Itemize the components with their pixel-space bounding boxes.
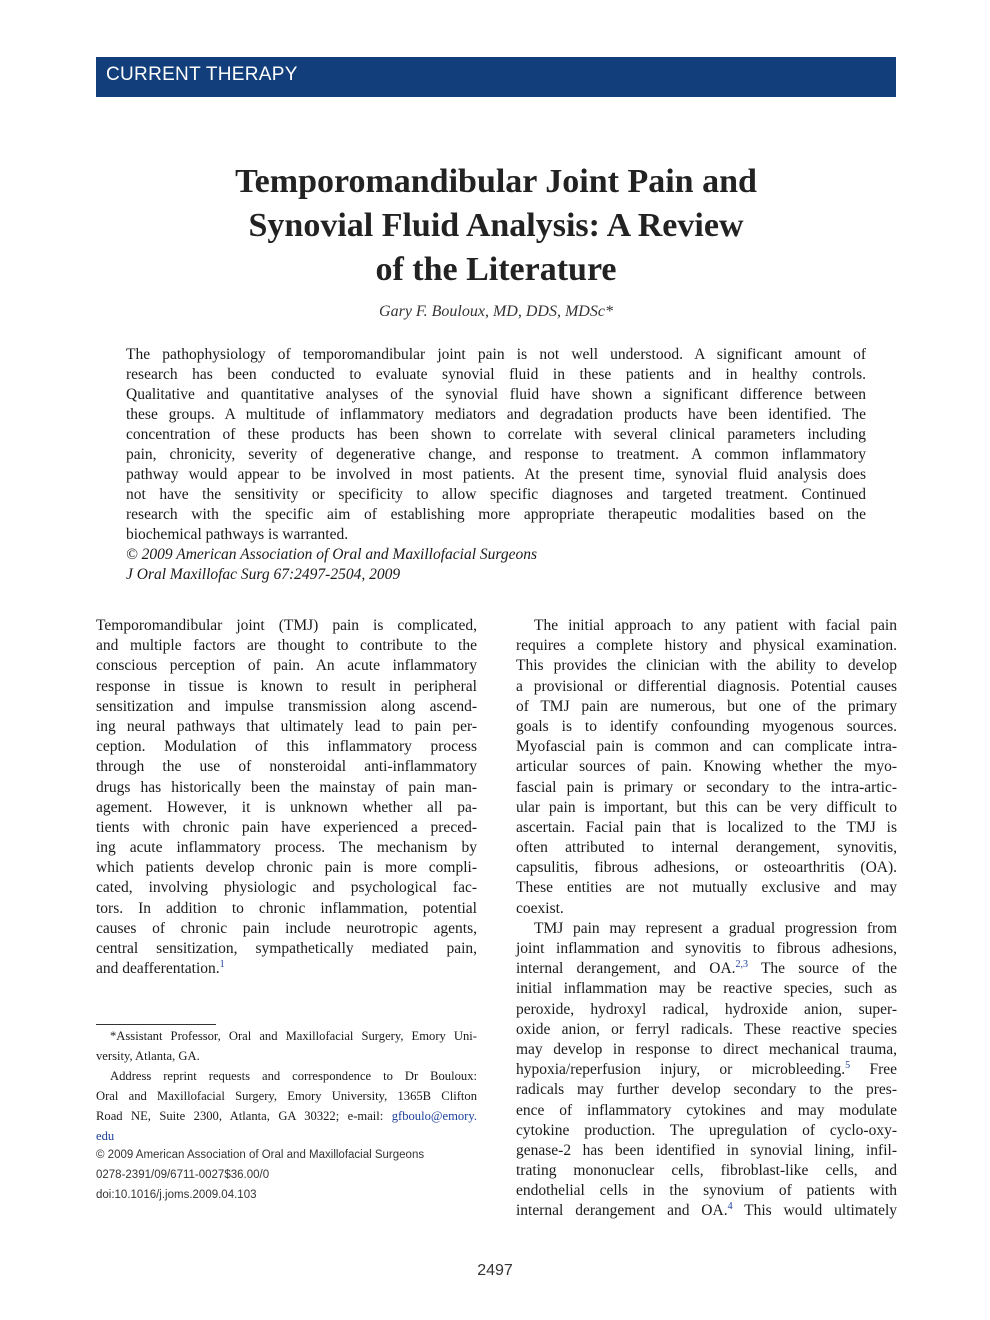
body-line: central sensitization, sympathetically mediated pain,: [96, 940, 477, 957]
body-column-left: [96, 616, 477, 979]
body-line: through the use of nonsteroidal anti-inflammatory: [96, 758, 477, 776]
footnote-line: [96, 1106, 477, 1126]
abstract-line: biochemical pathways is warranted.: [126, 526, 349, 543]
section-banner-label: CURRENT THERAPY: [106, 64, 298, 85]
body-text: internal derangement, and OA.: [516, 960, 736, 978]
body-line: cytokine production. The upregulation of cyclo-oxy-: [516, 1121, 897, 1139]
body-line: causes of chronic pain include neurotropic agents,: [96, 919, 477, 937]
body-line: requires a complete history and physical examination.: [516, 637, 897, 655]
body-line: capsulitis, fibrous adhesions, or osteoarthritis (OA).: [516, 859, 897, 877]
body-line: articular sources of pain. Knowing whether the myo-: [516, 758, 897, 776]
body-line: [96, 959, 477, 979]
reference-link[interactable]: 2,3: [735, 959, 749, 971]
body-line: ence of inflammatory cytokines and may modulate: [516, 1101, 897, 1119]
footnote-address: [96, 1066, 477, 1146]
body-text: Free: [850, 1061, 898, 1079]
page-number: 2497: [477, 1262, 513, 1279]
body-line: tients with chronic pain have experienced a preced-: [96, 818, 477, 836]
abstract-line: these groups. A multitude of inflammatory mediators and degradation products have been identified. The: [126, 406, 866, 423]
body-line: often attributed to internal derangement, synovitis,: [516, 839, 897, 857]
abstract-line: research with the specific aim of establishing more appropriate therapeutic modalities based on the: [126, 506, 866, 523]
email-link[interactable]: gfboulo@emory.: [391, 1109, 477, 1123]
abstract-line: Qualitative and quantitative analyses of the synovial fluid have shown a significant difference between: [126, 386, 866, 403]
body-line: trating mononuclear cells, fibroblast-like cells, and: [516, 1162, 897, 1180]
reference-link[interactable]: 1: [219, 959, 225, 971]
body-line: [516, 1201, 897, 1221]
article-title: [96, 160, 896, 292]
reference-link[interactable]: 4: [727, 1201, 733, 1213]
body-line: fascial pain is primary or secondary to the intra-artic-: [516, 778, 897, 796]
body-line: coexist.: [516, 899, 564, 917]
title-line: of the Literature: [375, 251, 617, 288]
body-line: This provides the clinician with the ability to develop: [516, 657, 897, 675]
body-line: [516, 959, 897, 979]
body-line: may develop in response to direct mechanical trauma,: [516, 1040, 897, 1058]
body-line: tors. In addition to chronic inflammation, potential: [96, 899, 477, 917]
body-line: sensitization and impulse transmission along ascend-: [96, 697, 477, 715]
footnote-issn: 0278-2391/09/6711-0027$36.00/0: [96, 1169, 270, 1181]
footnote-line: versity, Atlanta, GA.: [96, 1049, 200, 1063]
publication-info: [96, 1145, 477, 1205]
abstract-line: pain, chronicity, severity of degenerative change, and response to treatment. A common inflammatory: [126, 446, 866, 463]
body-text: The source of the: [748, 960, 897, 978]
footnote-divider: [96, 1024, 216, 1025]
body-line: ing neural pathways that ultimately lead to pain per-: [96, 717, 477, 735]
footnote-text: Road NE, Suite 2300, Atlanta, GA 30322; e-mail:: [96, 1109, 392, 1123]
body-line: [516, 1060, 897, 1080]
abstract-line: The pathophysiology of temporomandibular joint pain is not well understood. A significant amount of: [126, 346, 866, 363]
body-line: agement. However, it is unknown whether all pa-: [96, 798, 477, 816]
body-line: initial inflammation may be reactive species, such as: [516, 980, 897, 998]
body-text: internal derangement and OA.: [516, 1202, 728, 1220]
body-text: and deafferentation.: [96, 960, 220, 978]
body-line: endothelial cells in the synovium of patients with: [516, 1182, 897, 1200]
body-line: The initial approach to any patient with facial pain: [534, 617, 897, 634]
body-text: This would ultimately: [732, 1202, 897, 1220]
footnote-doi: doi:10.1016/j.joms.2009.04.103: [96, 1189, 257, 1201]
body-line: which patients develop chronic pain is more compli-: [96, 859, 477, 877]
body-line: TMJ pain may represent a gradual progression from: [534, 919, 897, 937]
body-line: response in tissue is known to result in peripheral: [96, 677, 477, 695]
body-column-right: [516, 616, 897, 1222]
footnote-line: Address reprint requests and correspondence to Dr Bouloux:: [110, 1069, 477, 1083]
body-line: goals is to identify confounding myogenous sources.: [516, 717, 897, 735]
section-banner: [96, 57, 896, 97]
abstract: [126, 345, 866, 585]
abstract-copyright: © 2009 American Association of Oral and Maxillofacial Surgeons: [126, 546, 538, 563]
footnote-line: *Assistant Professor, Oral and Maxillofacial Surgery, Emory Uni-: [110, 1029, 477, 1043]
body-line: drugs has historically been the mainstay of pain man-: [96, 778, 477, 796]
reference-link[interactable]: 5: [845, 1060, 851, 1072]
body-text: hypoxia/reperfusion injury, or microbleeding.: [516, 1061, 846, 1079]
body-line: These entities are not mutually exclusive and may: [516, 879, 897, 897]
abstract-line: research has been conducted to evaluate synovial fluid in these patients and in healthy controls.: [126, 366, 866, 383]
footnote-copyright: © 2009 American Association of Oral and Maxillofacial Surgeons: [96, 1149, 425, 1161]
abstract-citation: J Oral Maxillofac Surg 67:2497-2504, 2009: [126, 566, 401, 583]
body-line: conscious perception of pain. An acute inflammatory: [96, 657, 477, 675]
body-line: ing acute inflammatory process. The mechanism by: [96, 839, 477, 857]
footnote-line: [96, 1126, 477, 1146]
title-line: Synovial Fluid Analysis: A Review: [248, 207, 744, 244]
body-line: ception. Modulation of this inflammatory process: [96, 738, 477, 756]
body-line: Myofascial pain is common and can complicate intra-: [516, 738, 897, 756]
body-line: joint inflammation and synovitis to fibrous adhesions,: [516, 940, 897, 957]
footnote-line: Oral and Maxillofacial Surgery, Emory University, 1365B Clifton: [96, 1089, 477, 1103]
body-line: and multiple factors are thought to contribute to the: [96, 637, 477, 655]
author-byline: Gary F. Bouloux, MD, DDS, MDSc*: [379, 303, 613, 320]
body-line: peroxide, hydroxyl radical, hydroxide anion, super-: [516, 1000, 897, 1018]
body-line: cated, involving physiologic and psychological fac-: [96, 879, 477, 897]
title-line: Temporomandibular Joint Pain and: [235, 163, 757, 200]
body-line: a provisional or differential diagnosis. Potential causes: [516, 677, 897, 695]
abstract-line: pathway would appear to be involved in most patients. At the present time, synovial fluid analysis does: [126, 466, 866, 483]
footnote-affiliation: [96, 1026, 477, 1066]
abstract-line: concentration of these products has been shown to correlate with several clinical parameters including: [126, 426, 866, 443]
abstract-line: not have the sensitivity or specificity to allow specific diagnoses and targeted treatment. Continued: [126, 486, 866, 503]
body-line: oxide anion, or ferryl radicals. These reactive species: [516, 1020, 897, 1038]
body-line: radicals may further develop secondary to the pres-: [516, 1081, 897, 1099]
body-line: ascertain. Facial pain that is localized to the TMJ is: [516, 818, 897, 836]
email-link-cont[interactable]: edu: [96, 1129, 115, 1143]
body-line: Temporomandibular joint (TMJ) pain is complicated,: [96, 617, 477, 634]
body-line: ular pain is important, but this can be very difficult to: [516, 798, 897, 816]
body-line: genase-2 has been identified in synovial lining, infil-: [516, 1141, 897, 1159]
body-line: of TMJ pain are numerous, but one of the primary: [516, 697, 897, 715]
